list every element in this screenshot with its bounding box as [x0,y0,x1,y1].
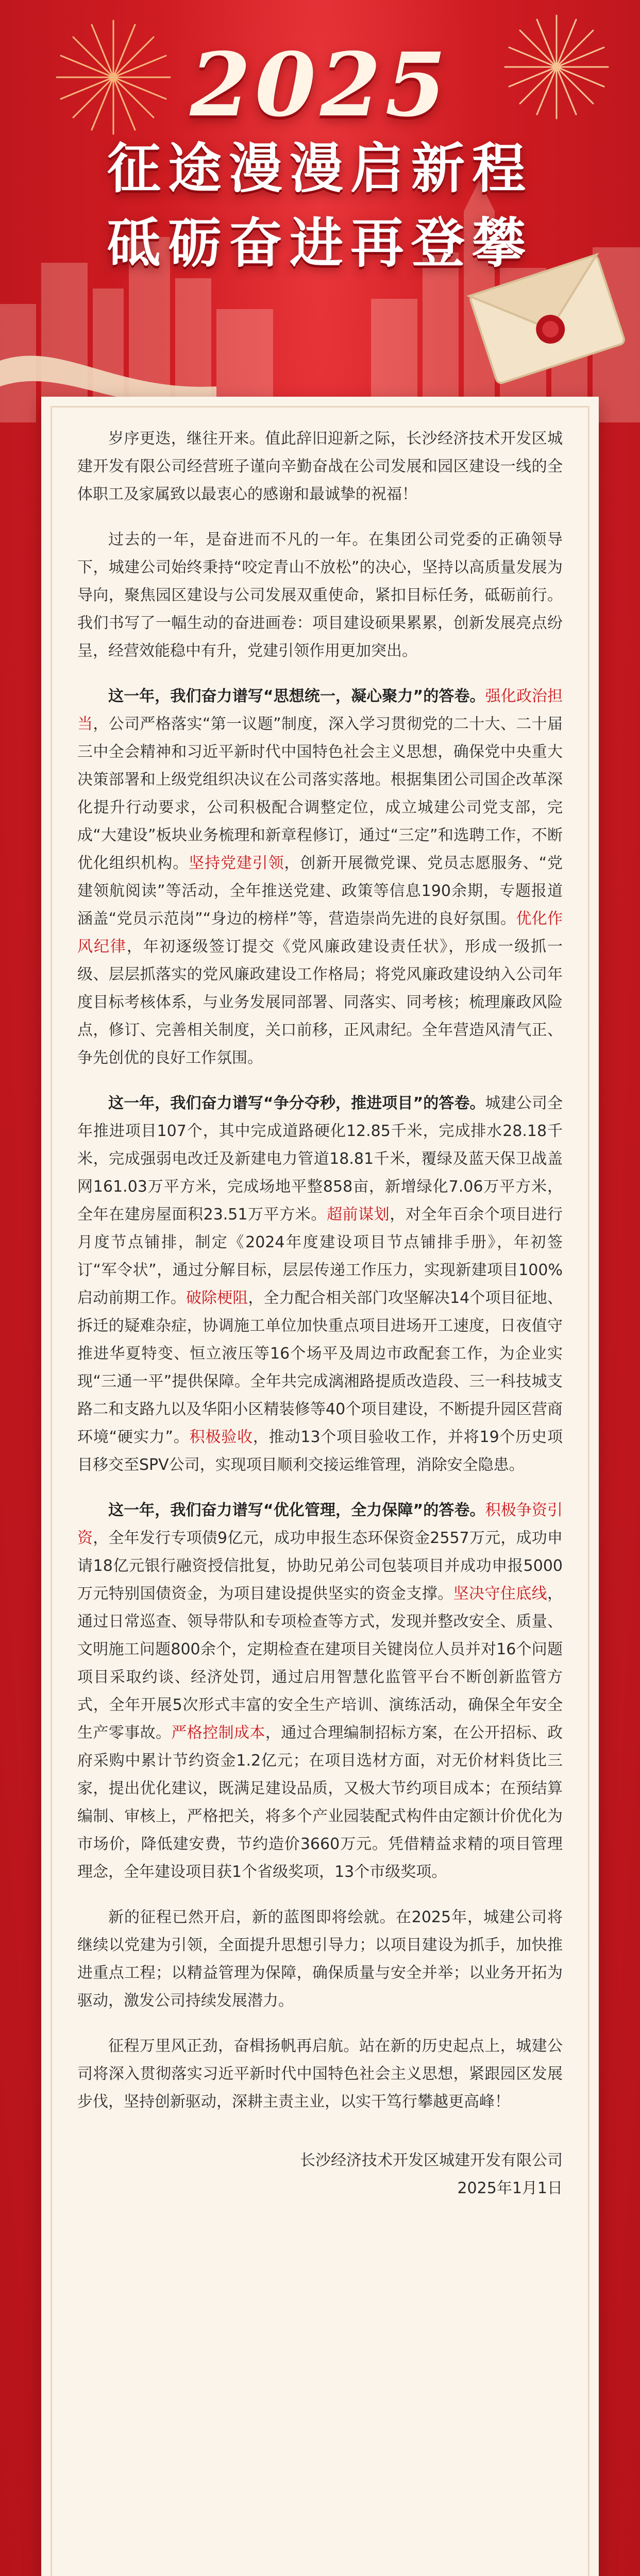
section-text: ，公司严格落实“第一议题”制度，深入学习贯彻党的二十大、二十届三中全会精神和习近平新时代中国特色社会主义思想，确保党中央重大决策部署和上级党组织决议在公司落实落地。根据集团公司国企改革深化提升行动要求，公司积极配合调整定位，成立城建公司党支部，完成“大建设”板块业务梳理和新章程修订，通过“三定”和选聘工作，不断优化组织机构。 [77,715,563,872]
section-lead: 这一年，我们奋力谱写“思想统一，凝心聚力”的答卷。 [108,687,485,705]
keyword-highlight: 坚持党建引领 [189,854,284,872]
keyword-highlight: 积极验收 [189,1428,253,1446]
section-text: ，通过合理编制招标方案，在公开招标、政府采购中累计节约资金1.2亿元；在项目选材方面，对无价材料货比三家，提出优化建议，既满足建设品质，又极大节约项目成本；在预结算编制、审核上，严格把关，将多个产业园装配式构件由定额计价优化为市场价，降低建安费，节约造价3660万元。凭借精益求精的项目管理理念，全年建设项目获1个省级奖项，13个市级奖项。 [77,1724,563,1881]
title-line-1: 征途漫漫启新程 [107,137,533,200]
section-text: ，推动13个项目验收工作，并将19个历史项目移交至SPV公司，实现项目顺利交接运维管理，消除安全隐患。 [77,1428,563,1474]
year-heading: 2025 [190,33,450,137]
title-line-2: 砥砺奋进再登攀 [107,211,533,275]
keyword-highlight: 严格控制成本 [171,1724,265,1742]
section-thought-unity [77,683,563,1072]
signature-company: 长沙经济技术开发区城建开发有限公司 [300,2151,563,2170]
signature-block [77,2147,563,2202]
section-lead: 这一年，我们奋力谱写“争分夺秒，推进项目”的答卷。 [108,1094,485,1112]
section-text: ，全力配合相关部门攻坚解决14个项目征地、拆迁的疑难杂症，协调施工单位加快重点项目进场开工速度，日夜值守推进华夏特变、恒立液压等16个场平及周边市政配套工作，为企业实现“三通一平”提供保障。全年共完成漓湘路提质改造段、三一科技城支路二和支路九以及华阳小区精装修等40个项目建设，不断提升园区营商环境“硬实力”。 [77,1289,563,1446]
section-text: ，年初逐级签订提交《党风廉政建设责任状》，形成一级抓一级、层层抓落实的党风廉政建设工作格局；将党风廉政建设纳入公司年度目标考核体系，与业务发展同部署、同落实、同考核；梳理廉政风险点，修订、完善相关制度，关口前移，正风肃纪。全年营造风清气正、争先创优的良好工作氛围。 [77,938,563,1067]
keyword-highlight: 超前谋划 [326,1206,390,1224]
section-management [77,1497,563,1886]
closing-paragraph: 征程万里风正劲，奋楫扬帆再启航。站在新的历史起点上，城建公司将深入贯彻落实习近平新时代中国特色社会主义思想，紧跟园区发展步伐，坚持创新驱动，深耕主责主业，以实干笃行攀越更高峰！ [77,2037,563,2111]
keyword-highlight: 强化政治担当 [77,687,563,733]
section-text: 城建公司全年推进项目107个，其中完成道路硬化12.85千米，完成排水28.18千米，完成强弱电改迁及新建电力管道18.81千米，覆绿及蓝天保卫战盖网161.03万平方米，完成场地平整858亩，新增绿化7.06万平方米，全年在建房屋面积23.51万平方米。 [77,1094,563,1224]
letter-content [77,425,563,2220]
section-text: ，全年发行专项债9亿元，成功申报生态环保资金2557万元，成功申请18亿元银行融资授信批复，协助兄弟公司包装项目并成功申报5000万元特别国债资金，为项目建设提供坚实的资金支撑。 [77,1529,563,1603]
keyword-highlight: 破除梗阻 [186,1289,248,1307]
section-project-progress [77,1090,563,1479]
keyword-highlight: 优化作风纪律 [77,910,563,956]
future-paragraph: 新的征程已然开启，新的蓝图即将绘就。在2025年，城建公司将继续以党建为引领，全面提升思想引导力；以项目建设为抓手，加快推进重点工程；以精益管理为保障，确保质量与安全并举；以业务开拓为驱动，激发公司持续发展潜力。 [77,1908,563,2010]
intro-paragraph: 岁序更迭，继往开来。值此辞旧迎新之际，长沙经济技术开发区城建开发有限公司经营班子谨向辛勤奋战在公司发展和园区建设一线的全体职工及家属致以最衷心的感谢和最诚挚的祝福！ [77,430,563,503]
header-banner [0,0,640,443]
section-text: ，创新开展微党课、党员志愿服务、“党建领航阅读”等活动，全年推送党建、政策等信息190余期，专题报道涵盖“党员示范岗”“身边的榜样”等，营造崇尚先进的良好氛围。 [77,854,563,928]
keyword-highlight: 积极争资引资 [77,1501,563,1547]
letter-paper [41,397,599,2576]
section-text: ，通过日常巡查、领导带队和专项检查等方式，发现并整改安全、质量、文明施工问题800余个，定期检查在建项目关键岗位人员并对16个问题项目采取约谈、经济处罚，通过启用智慧化监管平台不断创新监管方式，全年开展5次形式丰富的安全生产培训、演练活动，确保全年安全生产零事故。 [77,1585,563,1742]
section-text: ，对全年百余个项目进行月度节点铺排，制定《2024年度建设项目节点铺排手册》，年初签订“军令状”，通过分解目标，层层传递工作压力，实现新建项目100%启动前期工作。 [77,1206,563,1307]
review-paragraph: 过去的一年，是奋进而不凡的一年。在集团公司党委的正确领导下，城建公司始终秉持“咬定青山不放松”的决心，坚持以高质量发展为导向，聚焦园区建设与公司发展双重使命，紧扣目标任务，砥砺前行。我们书写了一幅生动的奋进画卷：项目建设硕果累累，创新发展亮点纷呈，经营效能稳中有升，党建引领作用更加突出。 [77,531,563,660]
keyword-highlight: 坚决守住底线 [453,1585,548,1603]
section-lead: 这一年，我们奋力谱写“优化管理，全力保障”的答卷。 [108,1501,485,1519]
signature-date: 2025年1月1日 [457,2179,563,2197]
